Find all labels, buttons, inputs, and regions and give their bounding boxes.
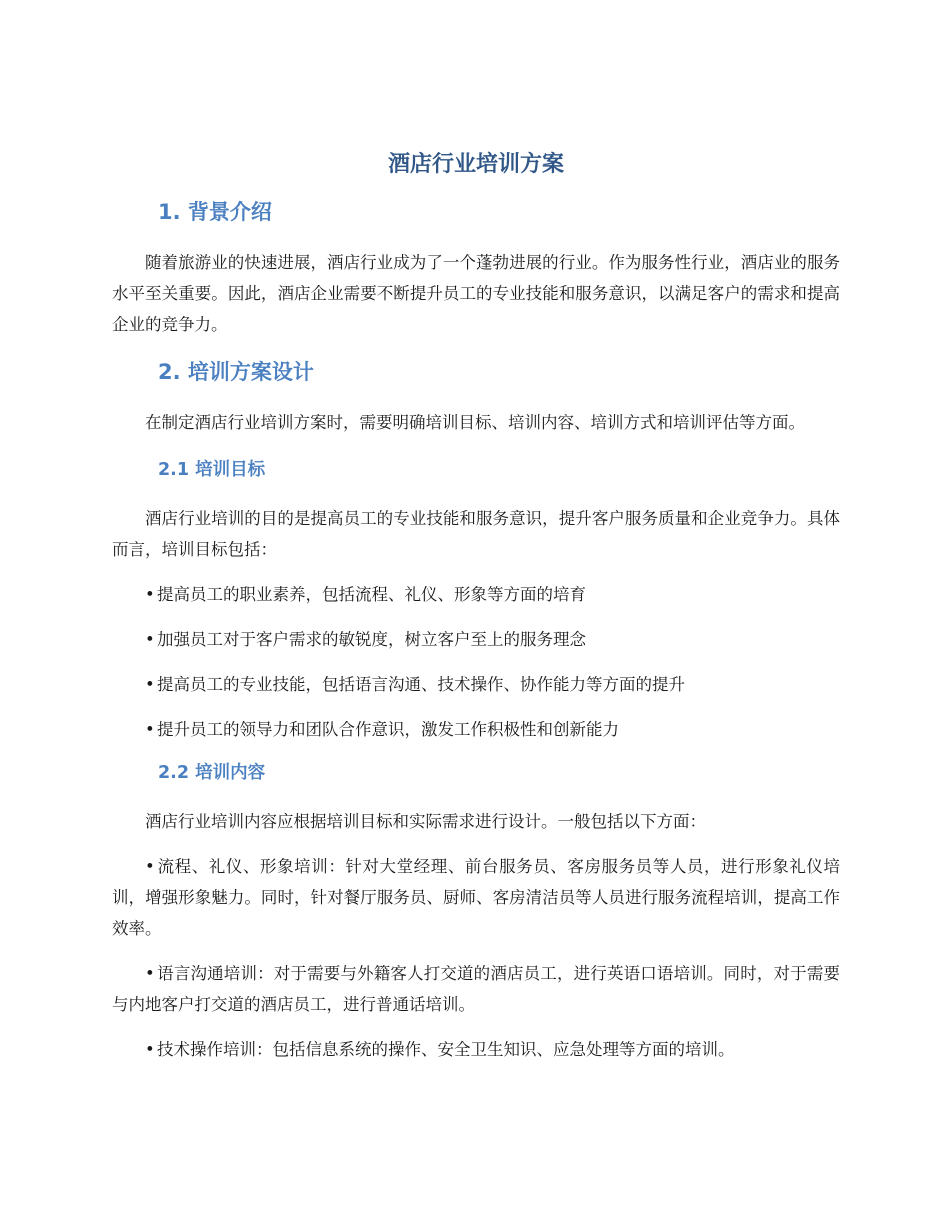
subsection-heading-goals: 2.1 培训目标 <box>158 460 266 480</box>
subsection-paragraph-goals: 酒店行业培训的目的是提高员工的专业技能和服务意识，提升客户服务质量和企业竞争力。具体而言，培训目标包括： <box>112 509 840 559</box>
section-paragraph-design: 在制定酒店行业培训方案时，需要明确培训目标、培训内容、培训方式和培训评估等方面。 <box>145 413 805 432</box>
section-heading-background: 1. 背景介绍 <box>158 200 272 224</box>
section-heading-design: 2. 培训方案设计 <box>158 360 314 384</box>
subsection-heading-content: 2.2 培训内容 <box>158 763 266 783</box>
list-item: • 技术操作培训：包括信息系统的操作、安全卫生知识、应急处理等方面的培训。 <box>112 1034 840 1065</box>
list-item: • 提升员工的领导力和团队合作意识，激发工作积极性和创新能力 <box>112 714 840 745</box>
list-item: • 提高员工的职业素养，包括流程、礼仪、形象等方面的培育 <box>112 579 840 610</box>
subsection-paragraph-content: 酒店行业培训内容应根据培训目标和实际需求进行设计。一般包括以下方面： <box>145 812 706 831</box>
document-page <box>112 140 840 1065</box>
list-item: • 流程、礼仪、形象培训：针对大堂经理、前台服务员、客房服务员等人员，进行形象礼仪培训，增强形象魅力。同时，针对餐厅服务员、厨师、客房清洁员等人员进行服务流程培训，提高工作效率。 <box>112 851 840 944</box>
section-paragraph-background: 随着旅游业的快速进展，酒店行业成为了一个蓬勃进展的行业。作为服务性行业，酒店业的服务水平至关重要。因此，酒店企业需要不断提升员工的专业技能和服务意识，以满足客户的需求和提高企业的竞争力。 <box>112 253 840 334</box>
list-item: • 语言沟通培训：对于需要与外籍客人打交道的酒店员工，进行英语口语培训。同时，对于需要与内地客户打交道的酒店员工，进行普通话培训。 <box>112 958 840 1020</box>
page-title: 酒店行业培训方案 <box>387 152 564 177</box>
list-item: • 提高员工的专业技能，包括语言沟通、技术操作、协作能力等方面的提升 <box>112 669 840 700</box>
list-item: • 加强员工对于客户需求的敏锐度，树立客户至上的服务理念 <box>112 624 840 655</box>
